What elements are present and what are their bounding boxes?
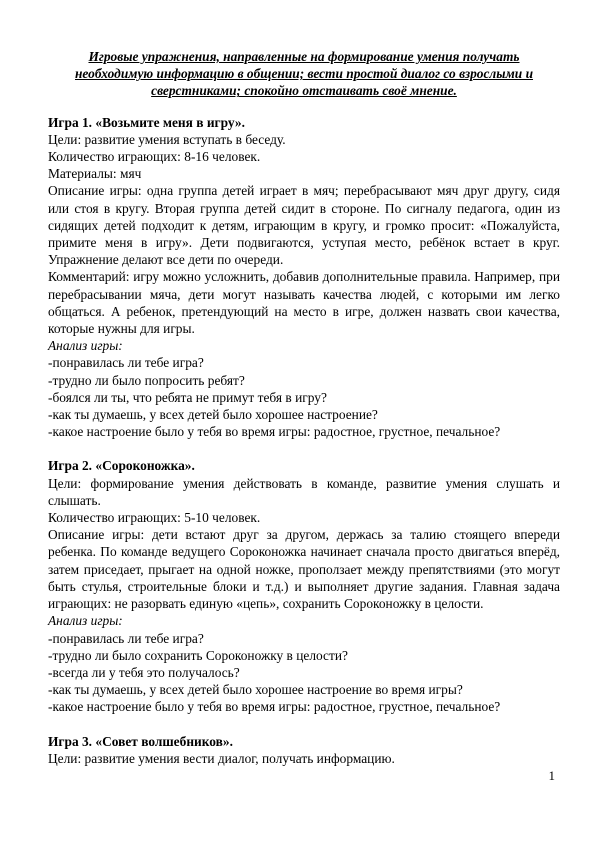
game-3-title: Игра 3. «Совет волшебников».: [48, 733, 233, 749]
game-1-question: -трудно ли было попросить ребят?: [48, 372, 245, 388]
game-2-question: -какое настроение было у тебя во время игры: радостное, грустное, печальное?: [48, 699, 501, 715]
game-1-question: -боялся ли ты, что ребята не примут тебя в игру?: [48, 389, 327, 405]
game-2-question: -как ты думаешь, у всех детей было хорошее настроение во время игры?: [48, 682, 463, 698]
game-2-description: Описание игры: дети встают друг за другом, держась за талию стоящего впереди ребенка. По команде ведущего Сороконожка начинает сначала просто двигаться вперёд, затем приседает, прыгает на одной ножке, проползает между препятствиями (это могут быть стулья, строительные блоки и т.д.) и выполняет другие задания. Главная задача играющих: не разорвать единую «цепь», сохранить Сороконожку в целости.: [48, 527, 560, 612]
game-3-section: [48, 733, 560, 767]
game-2-question: -понравилась ли тебе игра?: [48, 630, 204, 646]
game-1-players: Количество играющих: 8-16 человек.: [48, 149, 261, 165]
game-1-goal: Цели: развитие умения вступать в беседу.: [48, 131, 286, 147]
game-3-goal: Цели: развитие умения вести диалог, получать информацию.: [48, 750, 395, 766]
game-2-question: -всегда ли у тебя это получалось?: [48, 664, 240, 680]
game-1-comment: Комментарий: игру можно усложнить, добавив дополнительные правила. Например, при перебрасывании мяча, дети могут называть качества людей, с которыми им легко общаться. А ребенок, претендующий на место в игре, должен назвать свои качества, которые нужны для игры.: [48, 269, 560, 337]
game-1-question: -как ты думаешь, у всех детей было хорошее настроение?: [48, 407, 378, 423]
game-2-question: -трудно ли было сохранить Сороконожку в целости?: [48, 647, 348, 663]
document-page: [48, 48, 560, 784]
game-1-question: -какое настроение было у тебя во время игры: радостное, грустное, печальное?: [48, 424, 501, 440]
game-1-materials: Материалы: мяч: [48, 166, 142, 182]
game-1-analysis-label: Анализ игры:: [48, 338, 123, 354]
game-2-analysis-label: Анализ игры:: [48, 613, 123, 629]
game-1-question: -понравилась ли тебе игра?: [48, 355, 204, 371]
game-2-title: Игра 2. «Сороконожка».: [48, 458, 195, 474]
game-2-goal: Цели: формирование умения действовать в команде, развитие умения слушать и слышать.: [48, 475, 560, 508]
game-1-title: Игра 1. «Возьмите меня в игру».: [48, 114, 245, 130]
document-title: Игровые упражнения, направленные на формирование умения получать необходимую информацию в общении; вести простой диалог со взрослыми и сверстниками; спокойно отстаивать своё мнение.: [74, 49, 534, 99]
page-number: 1: [548, 768, 555, 783]
game-2-players: Количество играющих: 5-10 человек.: [48, 510, 261, 526]
game-2-section: [48, 457, 560, 715]
game-1-description: Описание игры: одна группа детей играет в мяч; перебрасывают мяч друг другу, сидя или стоя в кругу. Вторая группа детей сидит в стороне. По сигналу педагога, один из сидящих детей подходит к детям, играющим в кругу, и громко просит: «Пожалуйста, примите меня в игру». Дети подвигаются, уступая место, ребёнок встает в круг. Упражнение делают все дети по очереди.: [48, 183, 560, 268]
game-1-section: [48, 114, 560, 441]
